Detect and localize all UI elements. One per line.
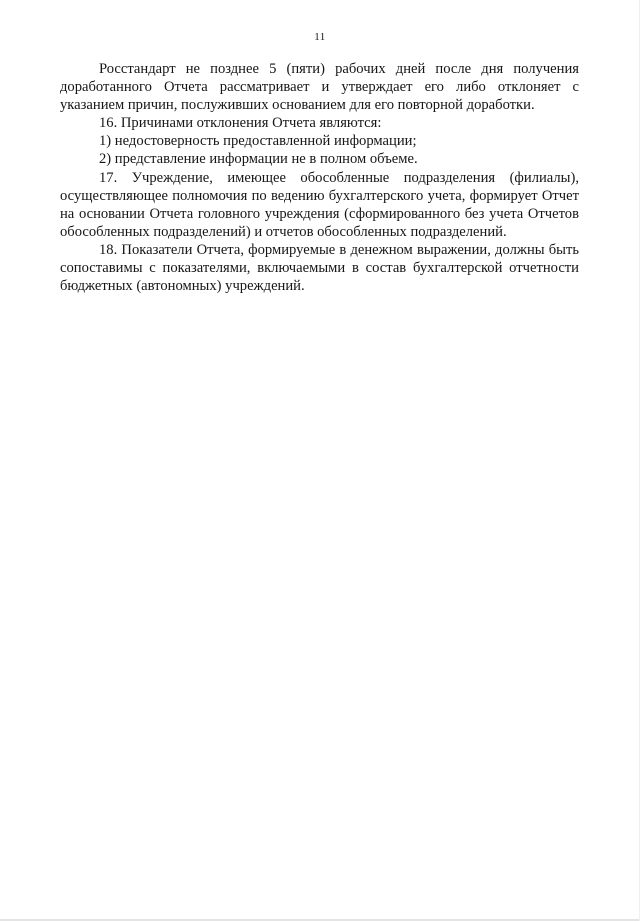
list-item-incomplete-information: 2) представление информации не в полном объеме. — [99, 151, 418, 168]
paragraph-18-monetary-indicators: 18. Показатели Отчета, формируемые в денежном выражении, должны быть сопоставимы с показателями, включаемыми в состав бухгалтерской отчетности бюджетных (автономных) учреждений. — [60, 241, 579, 295]
paragraph-16-rejection-reasons: 16. Причинами отклонения Отчета являются: — [99, 115, 382, 132]
paragraph-17-branch-report: 17. Учреждение, имеющее обособленные подразделения (филиалы), осуществляющее полномочия по ведению бухгалтерского учета, формирует Отчет на основании Отчета головного учреждения (сформированного без учета Отчетов обособленных подразделений) и отчетов обособленных подразделений. — [60, 169, 579, 240]
document-body — [60, 60, 579, 295]
list-item-unreliable-information: 1) недостоверность предоставленной информации; — [99, 133, 417, 150]
page-number: 11 — [314, 31, 326, 43]
paragraph-rosstandart-review: Росстандарт не позднее 5 (пяти) рабочих дней после дня получения доработанного Отчета рассматривает и утверждает его либо отклоняет с указанием причин, послуживших основанием для его повторной доработки. — [60, 61, 579, 114]
